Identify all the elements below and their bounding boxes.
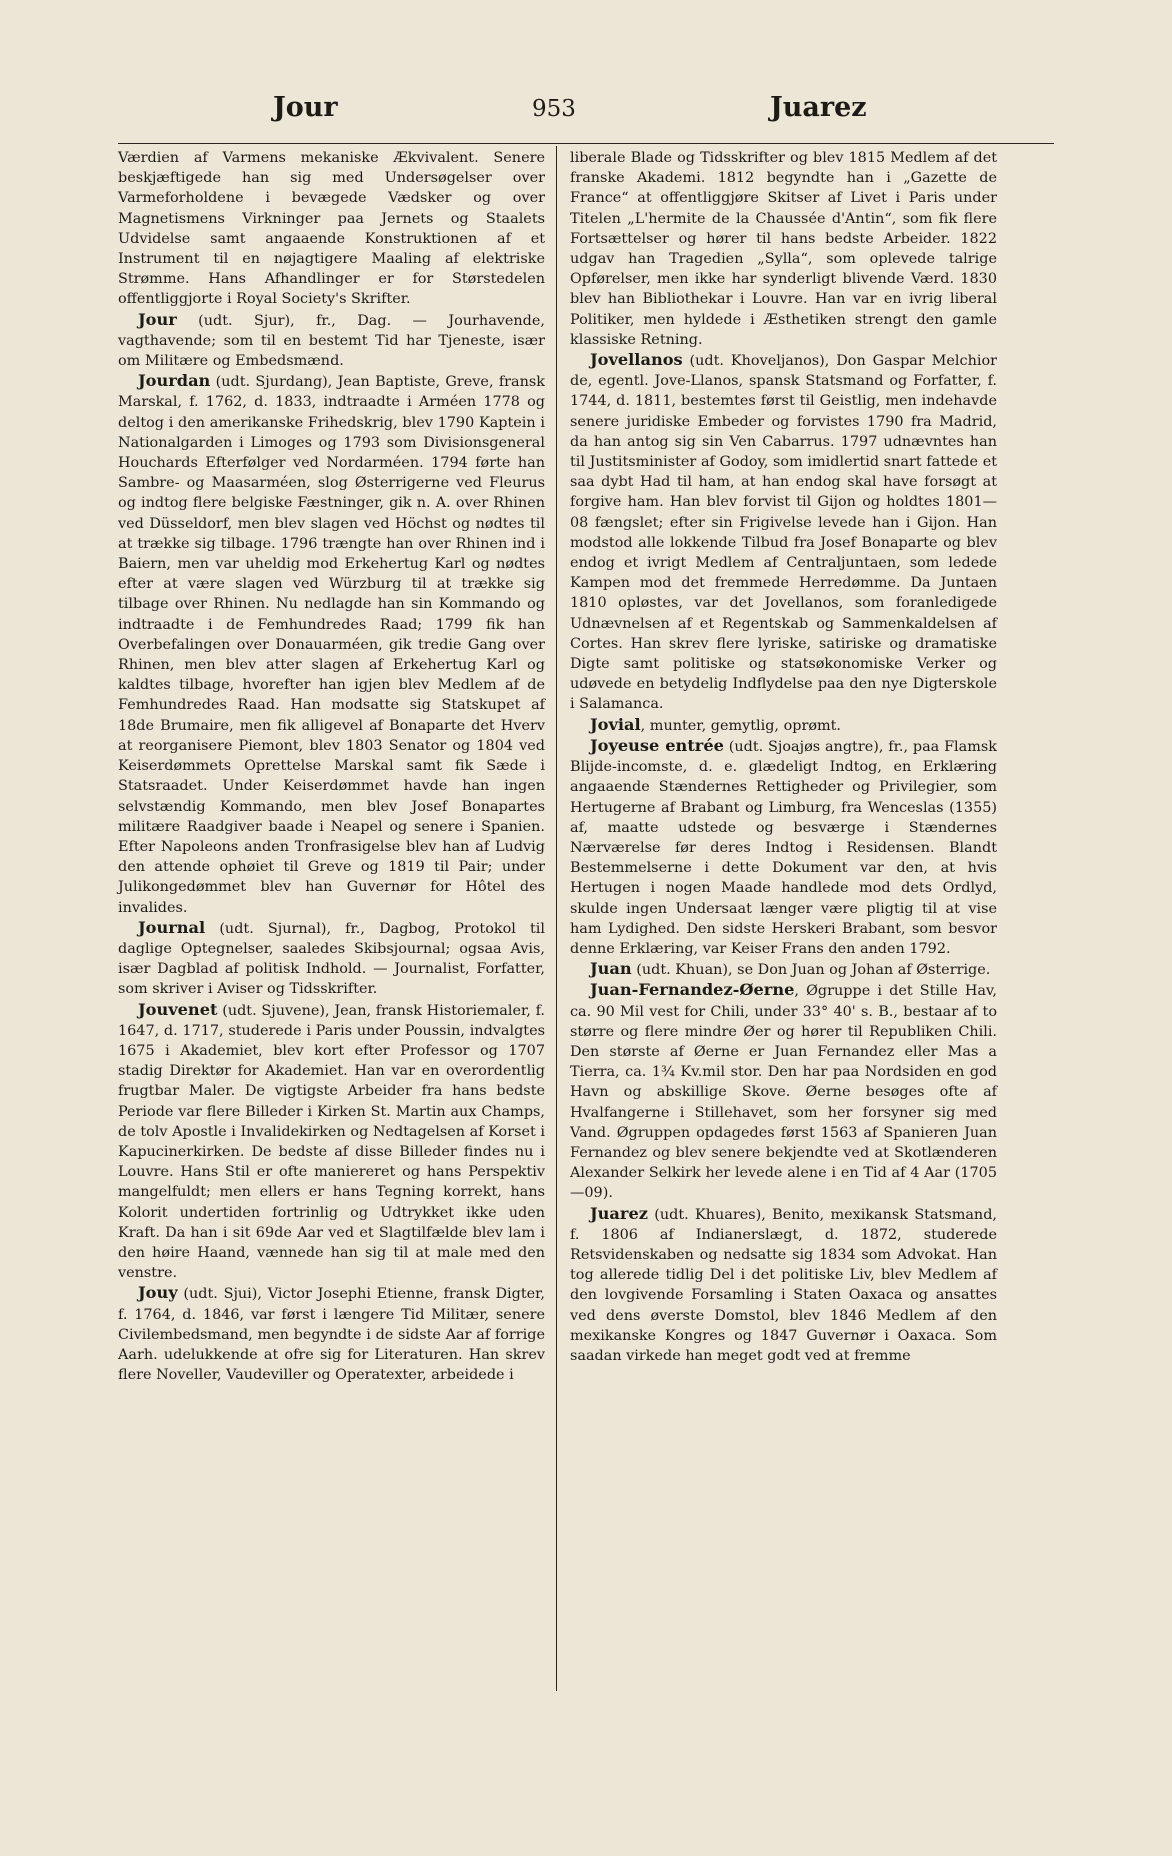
entry-text: (udt. Sjoajøs angtre), fr., paa Flamsk Blijde-incomste, d. e. glædeligt Indtog, en Erklæring angaaende Stændernes Rettigheder og Privilegier, som Hertugerne af Brabant og Limburg, fra Wenceslas (1355) af, maatte udstede og besværge i Stændernes Nærværelse før deres Indtog i Residensen. Blandt Bestemmelserne i dette Dokument var den, at hvis Hertugen i nogen Maade handlede mod dets Ordlyd, skulde ingen Undersaat længer være pligtig til at vise ham Lydighed. Den sidste Herskeri Brabant, som besvor denne Erklæring, var Keiser Frans den anden 1792. — [570, 738, 997, 957]
entry-text: (udt. Sjurnal), fr., Dagbog, Protokol til daglige Optegnelser, saaledes Skibsjournal; ogsaa Avis, især Dagblad af politisk Indhold. — Journalist, Forfatter, som skriver i Aviser og Tidsskrifter. — [118, 920, 545, 998]
entry-headword: Jourdan — [138, 371, 211, 391]
entry-headword: Journal — [138, 917, 206, 937]
entry-headword: Juan-Fernandez-Øerne — [590, 980, 795, 1000]
entry — [118, 1000, 545, 1284]
page-number: 953 — [532, 96, 576, 122]
entry-text: liberale Blade og Tidsskrifter og blev 1815 Medlem af det franske Akademi. 1812 begyndte han i „Gazette de France“ at offentliggjøre Skitser af Livet i Paris under Titelen „L'hermite de la Chaussée d'Antin“, som fik flere Fortsættelser og hører til hans bedste Arbeider. 1822 udgav han Tragedien „Sylla“, som oplevede talrige Opførelser, men ikke har synderligt blivende Værd. 1830 blev han Bibliothekar i Louvre. Han var en ivrig liberal Politiker, men hyldede i Æsthetiken strengt den gamle klassiske Retning. — [570, 150, 997, 348]
entry — [118, 918, 545, 1000]
entry-headword: Jouy — [138, 1283, 178, 1303]
entry — [118, 371, 545, 917]
left-column — [118, 148, 545, 1385]
entry-headword: Jovial — [590, 714, 641, 734]
page-header — [0, 92, 1172, 132]
entry-headword: Juan — [590, 959, 632, 979]
entry-headword: Joyeuse entrée — [590, 735, 724, 755]
entry-headword: Jour — [138, 309, 177, 329]
column-divider — [556, 146, 557, 1691]
entry-text: (udt. Sjuvene), Jean, fransk Historiemaler, f. 1647, d. 1717, studerede i Paris under Poussin, indvalgtes 1675 i Akademiet, blev kort efter Professor og 1707 stadig Direktør for Akademiet. Han var en overordentlig frugtbar Maler. De vigtigste Arbeider fra hans bedste Periode var flere Billeder i Kirken St. Martin aux Champs, de tolv Apostle i Invalidekirken og Nedtagelsen af Korset i Kapucinerkirken. De bedste af disse Billeder findes nu i Louvre. Hans Stil er ofte maniereret og hans Perspektiv mangelfuldt; men ellers er hans Tegning korrekt, hans Kolorit undertiden fortrinlig og Udtrykket ikke uden Kraft. Da han i sit 69de Aar ved et Slagtilfælde blev lam i den høire Haand, vænnede han sig til at male med den venstre. — [118, 1002, 545, 1282]
entry-text: (udt. Khuares), Benito, mexikansk Statsmand, f. 1806 af Indianerslægt, d. 1872, studerede Retsvidenskaben og nedsatte sig 1834 som Advokat. Han tog allerede tidlig Del i det politiske Liv, blev Medlem af den lovgivende Forsamling i Staten Oaxaca og ansattes ved dens øverste Domstol, blev 1846 Medlem af den mexikanske Kongres og 1847 Guvernør i Oaxaca. Som saadan virkede han meget godt ved at fremme — [570, 1206, 997, 1364]
entry — [118, 1283, 545, 1385]
entry-text: , Øgruppe i det Stille Hav, ca. 90 Mil vest for Chili, under 33° 40' s. B., bestaar af to større og flere mindre Øer og hører til Republiken Chili. Den største af Øerne er Juan Fernandez eller Mas a Tierra, ca. 1¾ Kv.mil stor. Den har paa Nordsiden en god Havn og abskillige Skove. Øerne besøges ofte af Hvalfangerne i Stillehavet, som her forsyner sig med Vand. Øgruppen opdagedes først 1563 af Spanieren Juan Fernandez og blev senere bekjendte ved at Skotlænderen Alexander Selkirk her levede alene i en Tid af 4 Aar (1705—09). — [570, 983, 997, 1202]
entry — [118, 310, 545, 372]
header-rule — [118, 143, 1054, 144]
entry — [570, 1204, 997, 1367]
entry — [570, 736, 997, 959]
entry-headword: Jovellanos — [590, 350, 683, 370]
right-guide-word: Juarez — [770, 92, 867, 123]
entry-continuation — [118, 148, 545, 310]
entry-text: (udt. Sjui), Victor Josephi Etienne, fransk Digter, f. 1764, d. 1846, var først i længere Tid Militær, senere Civilembedsmand, men begyndte i de sidste Aar af forrige Aarh. udelukkende at ofre sig for Literaturen. Han skrev flere Noveller, Vaudeviller og Operatexter, arbeidede i — [118, 1286, 545, 1384]
left-guide-word: Jour — [273, 92, 338, 123]
entry-text: (udt. Khoveljanos), Don Gaspar Melchior de, egentl. Jove-Llanos, spansk Statsmand og Forfatter, f. 1744, d. 1811, bestemtes først til Geistlig, men indehavde senere juridiske Embeder og forvistes 1790 fra Madrid, da han antog sig sin Ven Cabarrus. 1797 udnævntes han til Justitsminister af Godoy, som imidlertid snart fattede et saa dybt Had til ham, at han endog skal have forsøgt at forgive ham. Han blev forvist til Gijon og holdtes 1801—08 fængslet; efter sin Frigivelse levede han i Gijon. Han modstod alle lokkende Tilbud fra Josef Bonaparte og blev endog et ivrigt Medlem af Centraljuntaen, som ledede Kampen mod det fremmede Herredømme. Da Juntaen 1810 opløstes, var det Jovellanos, som foranledigede Udnævnelsen af et Regentskab og Sammenkaldelsen af Cortes. Han skrev flere lyriske, satiriske og dramatiske Digte samt politiske og statsøkonomiske Verker og udøvede en betydelig Indflydelse paa den nye Digterskole i Salamanca. — [570, 353, 997, 713]
entry — [570, 715, 997, 736]
entry-headword: Jouvenet — [138, 999, 218, 1019]
entry-text: (udt. Sjur), fr., Dag. — Jourhavende, vagthavende; som til en bestemt Tid har Tjeneste, især om Militære og Embedsmænd. — [118, 312, 545, 370]
entry-text: (udt. Sjurdang), Jean Baptiste, Greve, fransk Marskal, f. 1762, d. 1833, indtraadte i Arméen 1778 og deltog i den amerikanske Frihedskrig, blev 1790 Kaptein i Nationalgarden i Limoges og 1793 som Divisionsgeneral Houchards Efterfølger ved Nordarméen. 1794 førte han Sambre- og Maasarméen, slog Østerrigerne ved Fleurus og indtog flere belgiske Fæstninger, gik n. A. over Rhinen ved Düsseldorf, men blev slagen ved Höchst og nødtes til at trække sig tilbage. 1796 trængte han over Rhinen ind i Baiern, men var uheldig mod Erkehertug Karl og nødtes efter at være slagen ved Würzburg til at trække sig tilbage over Rhinen. Nu nedlagde han sin Kommando og indtraadte i de Femhundredes Raad; 1799 fik han Overbefalingen over Donauarméen, gik tredie Gang over Rhinen, men blev atter slagen af Erkehertug Karl og kaldtes tilbage, hvorefter han igjen blev Medlem af de Femhundredes Raad. Han modsatte sig Statskupet af 18de Brumaire, men fik alligevel af Bonaparte det Hverv at reorganisere Piemont, blev 1803 Senator og 1804 ved Keiserdømmets Oprettelse Marskal samt fik Sæde i Statsraadet. Under Keiserdømmet havde han ingen selvstændig Kommando, men blev Josef Bonapartes militære Raadgiver baade i Neapel og senere i Spanien. Efter Napoleons anden Tronfrasigelse blev han af Ludvig den attende ophøiet til Greve og 1819 til Pair; under Julikongedømmet blev han Guvernør for Hôtel des invalides. — [118, 374, 545, 916]
entry-text: Værdien af Varmens mekaniske Ækvivalent. Senere beskjæftigede han sig med Undersøgelser over Varmeforholdene i bevægede Vædsker og over Magnetismens Virkninger paa Jernets og Staalets Udvidelse samt angaaende Konstruktionen af et Instrument til en nøjagtigere Maaling af elektriske Strømme. Hans Afhandlinger er for Størstedelen offentliggjorte i Royal Society's Skrifter. — [118, 150, 545, 308]
entry — [570, 959, 997, 980]
entry-text: (udt. Khuan), se Don Juan og Johan af Østerrige. — [631, 962, 991, 979]
entry-headword: Juarez — [590, 1203, 648, 1223]
entry — [570, 980, 997, 1203]
entry — [570, 350, 997, 715]
right-column — [570, 148, 997, 1366]
entry-continuation — [570, 148, 997, 350]
entry-text: , munter, gemytlig, oprømt. — [640, 717, 842, 734]
